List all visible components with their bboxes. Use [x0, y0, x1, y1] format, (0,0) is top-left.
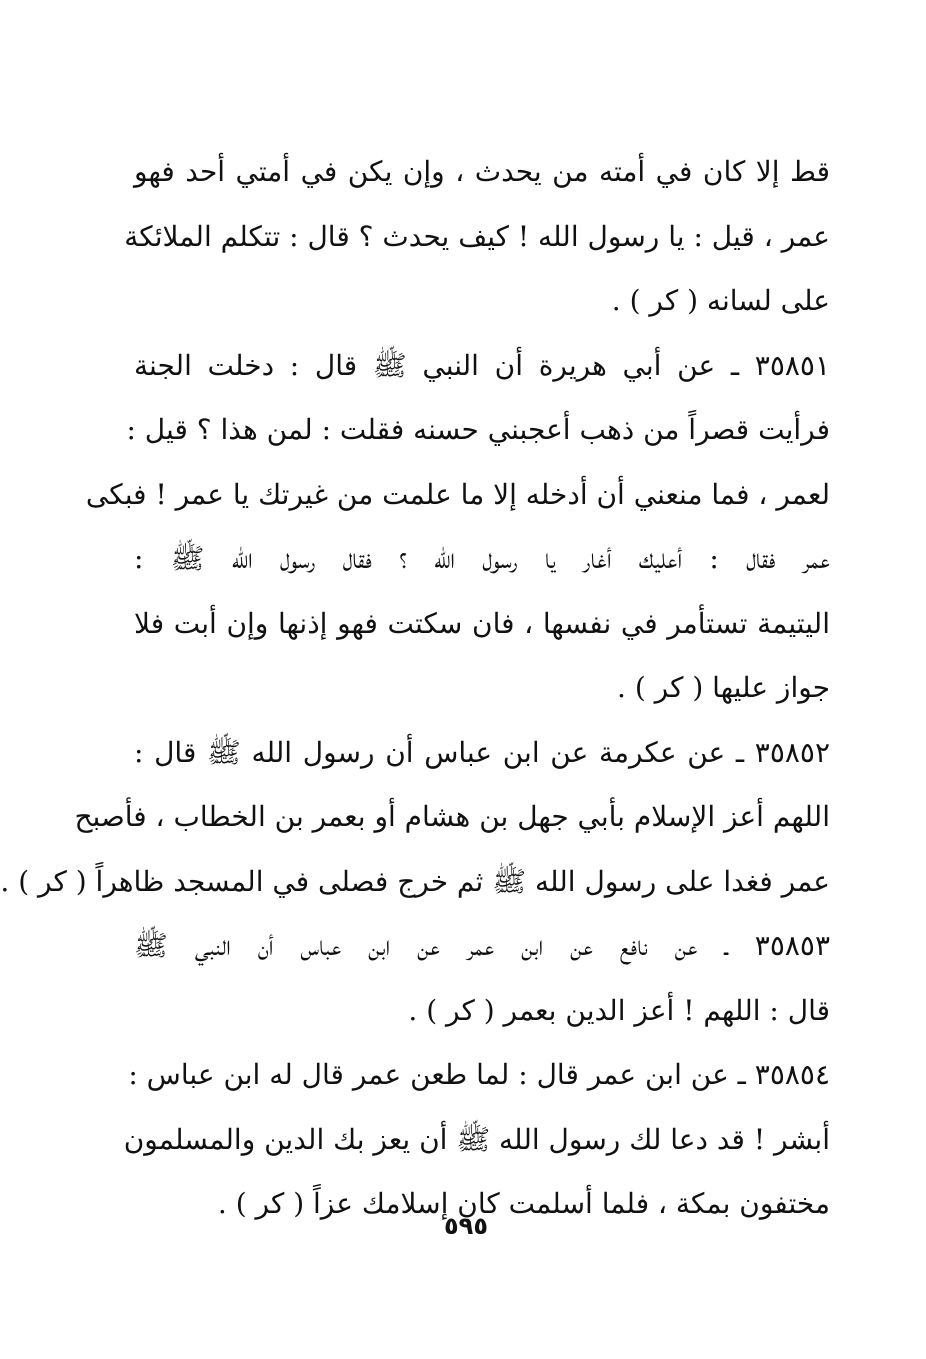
hadith-35854-start: ٣٥٨٥٤ ـ عن ابن عمر قال : لما طعن عمر قال له ابن عباس : [128, 1058, 830, 1091]
hadith-35852-start: ٣٥٨٥٢ ـ عن عكرمة عن ابن عباس أن رسول الله ﷺ قال : [134, 735, 830, 769]
text-line: عمر فغدا على رسول الله ﷺ ثم خرج فصلى في المسجد ظاهراً ( كر ) . [0, 864, 830, 898]
text-line: قال : اللهم ! أعز الدين بعمر ( كر ) . [408, 993, 830, 1027]
hadith-35851-start: ٣٥٨٥١ ـ عن أبي هريرة أن النبي ﷺ قال : دخلت الجنة [134, 348, 830, 382]
text-line: مختفون بمكة ، فلما أسلمت كان إسلامك عزاً ( كر ) . [217, 1187, 830, 1220]
text-line: أبشر ! قد دعا لك رسول الله ﷺ أن يعز بك الدين والمسلمون [123, 1122, 830, 1156]
text-line: قط إلا كان في أمته من يحدث ، وإن يكن في أمتي أحد فهو [134, 155, 830, 188]
page-body [0, 140, 830, 1237]
text-line: لعمر ، فما منعني أن أدخله إلا ما علمت من غيرتك يا عمر ! فبكى [85, 477, 830, 511]
text-line: على لسانه ( كر ) . [611, 284, 830, 317]
text-line: اليتيمة تستأمر في نفسها ، فان سكتت فهو إذنها وإن أبت فلا [134, 606, 830, 640]
text-line: عمر ، قيل : يا رسول الله ! كيف يحدث ؟ قال : تتكلم الملائكة [124, 219, 830, 253]
hadith-35853-start: ٣٥٨٥٣ ـ عن نافع عن ابن عمر عن ابن عباس أن النبي ﷺ [134, 929, 830, 962]
page-number: ٥٩٥ [444, 1212, 488, 1240]
text-line: فرأيت قصراً من ذهب أعجبني حسنه فقلت : لمن هذا ؟ قيل : [126, 413, 830, 446]
text-line: عمر فقال : أعليك أغار يا رسول الله ؟ فقال رسول الله ﷺ : [134, 542, 830, 575]
text-line: اللهم أعز الإسلام بأبي جهل بن هشام أو بعمر بن الخطاب ، فأصبح [74, 800, 830, 833]
text-line: جواز عليها ( كر ) . [617, 671, 830, 704]
